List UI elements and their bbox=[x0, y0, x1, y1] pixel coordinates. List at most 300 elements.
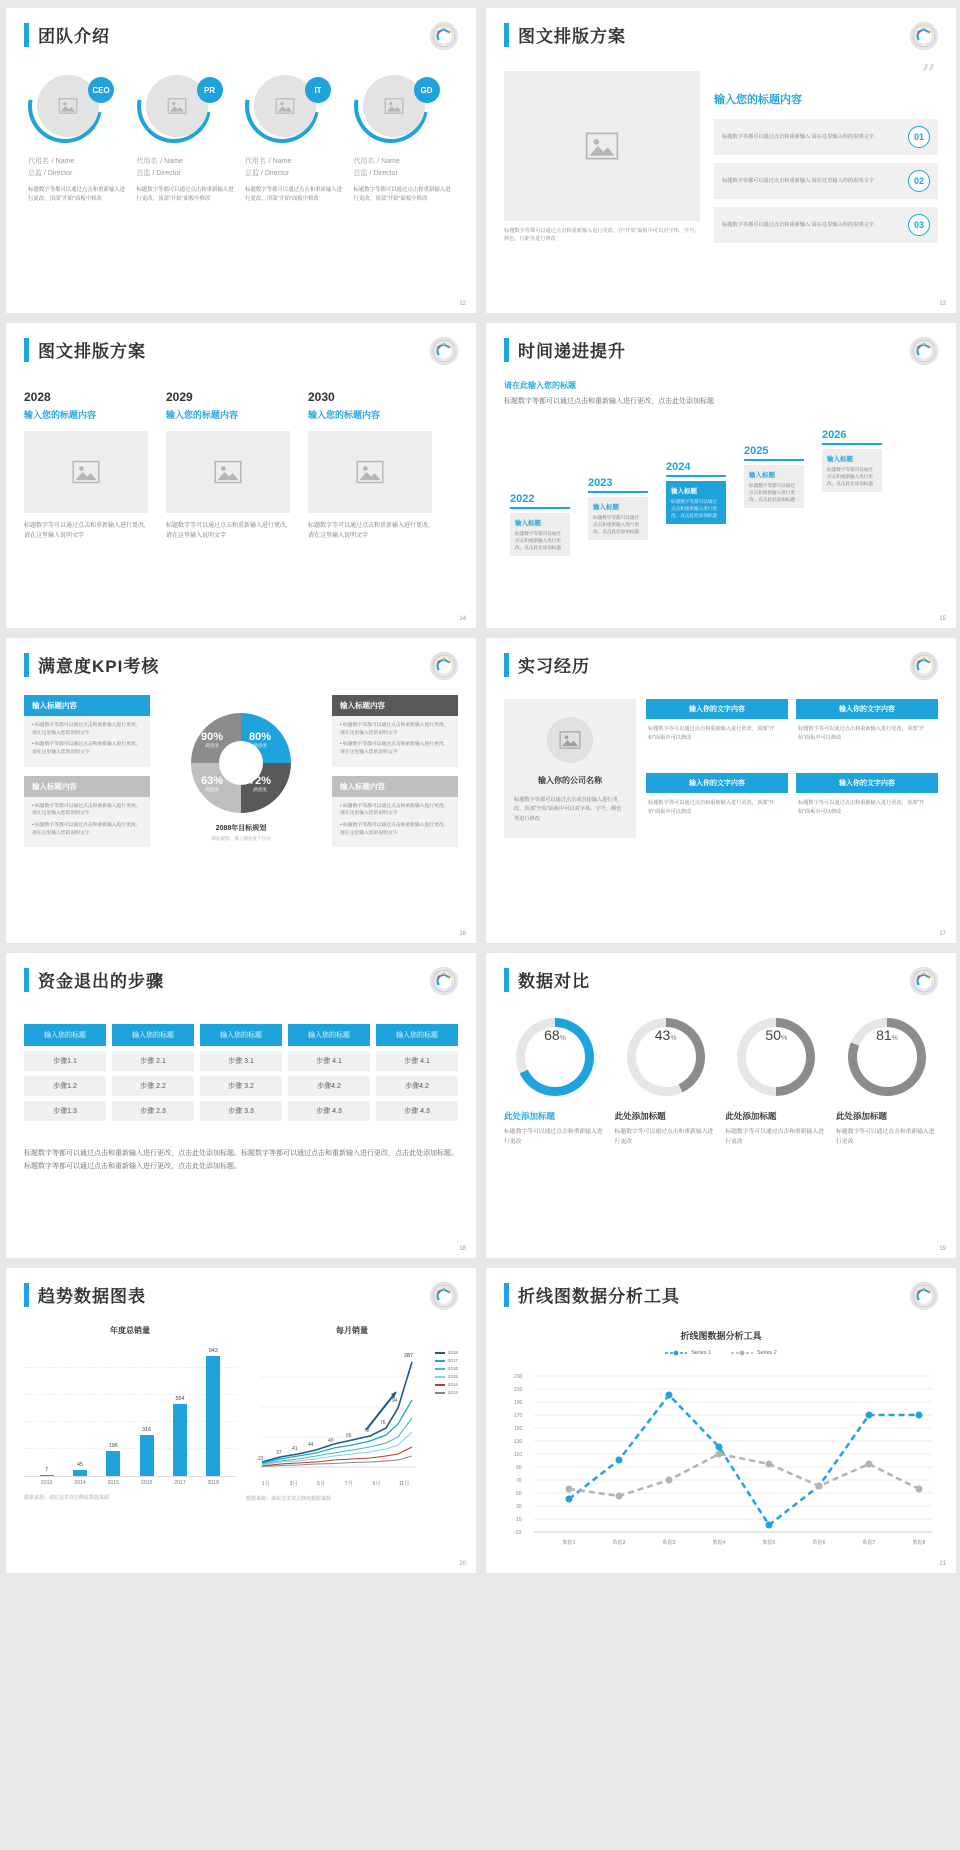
kpi-bullet: • 标题数字等都可以通过点击和重新输入进行更改, 请在这里输入您的说明文字 bbox=[32, 723, 138, 736]
team-member bbox=[137, 69, 238, 204]
ring-item bbox=[615, 1018, 717, 1148]
brand-logo-icon bbox=[910, 967, 938, 995]
year-column bbox=[308, 390, 432, 541]
brand-logo-icon bbox=[910, 1282, 938, 1310]
year-column-list bbox=[24, 390, 458, 541]
legend-swatch-series2 bbox=[731, 1350, 753, 1356]
slide-data-comparison bbox=[486, 953, 956, 1258]
donut-footer-sub: 部长规划：加工满意度个百分 bbox=[211, 836, 271, 841]
ring-title: 此处添加标题 bbox=[835, 1111, 887, 1121]
timeline-year: 2022 bbox=[510, 492, 535, 505]
title-accent-bar bbox=[24, 23, 29, 47]
timeline-card-title: 输入标题 bbox=[515, 519, 541, 527]
avatar bbox=[28, 69, 120, 143]
legend-entry bbox=[435, 1382, 458, 1387]
bar-value: 554 bbox=[175, 1396, 185, 1402]
team-member bbox=[28, 69, 129, 204]
legend-label-series1: Series 1 bbox=[691, 1350, 711, 1356]
ring-description: 标题数字等可以通过点击和重新输入进行更改 bbox=[614, 1129, 714, 1145]
chart-title: 每月销量 bbox=[336, 1326, 368, 1335]
brand-logo-icon bbox=[430, 22, 458, 50]
list-item-text: 标题数字等都可以通过点击和重新输入 请在这里输入你的说明文字 bbox=[722, 177, 874, 184]
title-accent-bar bbox=[504, 968, 509, 992]
bar-value: 196 bbox=[108, 1443, 118, 1449]
member-description: 标题数字等都可以通过点击和重新输入进行更改，顶部"开始"面板中修改 bbox=[28, 187, 126, 202]
image-placeholder bbox=[504, 71, 700, 221]
page-number: 20 bbox=[459, 1561, 466, 1567]
svg-text:94: 94 bbox=[392, 1398, 398, 1404]
slide-funding-exit-steps bbox=[6, 953, 476, 1258]
step-cell: 步骤 4.1 bbox=[376, 1051, 458, 1071]
avatar bbox=[245, 69, 337, 143]
line-plot-svg bbox=[246, 1342, 418, 1477]
lead-title: 请在此输入您的标题 bbox=[504, 381, 576, 390]
legend-entry bbox=[435, 1390, 458, 1395]
year-description: 标题数字等可以通过点击和重新输入进行更改,请在这里输入说明文字 bbox=[308, 523, 430, 540]
timeline-card bbox=[822, 449, 882, 492]
list-item-number: 01 bbox=[908, 126, 930, 148]
svg-text:190: 190 bbox=[514, 1400, 523, 1406]
year-subtitle: 输入您的标题内容 bbox=[308, 410, 381, 420]
slide-header bbox=[24, 337, 458, 362]
list-item bbox=[714, 207, 938, 243]
svg-text:数据3: 数据3 bbox=[662, 1540, 676, 1546]
slide-line-chart-tool bbox=[486, 1268, 956, 1573]
axis-tick: 7月 bbox=[344, 1481, 353, 1487]
chart-legend bbox=[504, 1350, 938, 1356]
slide-internship bbox=[486, 638, 956, 943]
legend-entry bbox=[435, 1374, 458, 1379]
kpi-left-column bbox=[24, 695, 150, 856]
timeline-card-desc: 标题数字等都可以通过点击和重新输入进行更改，点击此处添加标题 bbox=[749, 482, 795, 502]
slide-header bbox=[24, 22, 458, 47]
list-item-number: 02 bbox=[908, 170, 930, 192]
ring-description: 标题数字等可以通过点击和重新输入进行更改 bbox=[835, 1129, 935, 1145]
kpi-bullet: • 标题数字等都可以通过点击和重新输入进行更改, 请在这里输入您的说明文字 bbox=[340, 723, 446, 736]
svg-text:76: 76 bbox=[380, 1420, 386, 1426]
step-cell: 步骤 2.1 bbox=[112, 1051, 194, 1071]
ring-chart bbox=[627, 1018, 705, 1096]
ring-item bbox=[836, 1018, 938, 1148]
legend-label: 2017 bbox=[447, 1358, 458, 1363]
slide-header bbox=[504, 967, 938, 992]
member-title-cn: 总监 bbox=[28, 170, 42, 177]
timeline-card-title: 输入标题 bbox=[593, 503, 619, 511]
timeline-card bbox=[744, 465, 804, 508]
timeline-step bbox=[588, 477, 648, 540]
ring-chart bbox=[737, 1018, 815, 1096]
page-number: 17 bbox=[939, 931, 946, 937]
member-name-en: / Name bbox=[160, 158, 183, 165]
image-placeholder bbox=[24, 431, 148, 513]
experience-card bbox=[796, 699, 938, 765]
svg-text:数据5: 数据5 bbox=[762, 1540, 776, 1546]
member-title bbox=[354, 168, 455, 178]
member-title-en: / Director bbox=[43, 170, 73, 177]
donut-label: 满意度 bbox=[253, 743, 267, 748]
column-header: 输入您的标题 bbox=[24, 1024, 106, 1046]
timeline-card-desc: 标题数字等都可以通过点击和重新输入进行更改，点击此处添加标题 bbox=[593, 514, 639, 534]
member-name-en: / Name bbox=[268, 158, 292, 165]
step-cell: 步骤4.2 bbox=[376, 1076, 458, 1096]
timeline-bar bbox=[822, 443, 882, 445]
member-title bbox=[245, 168, 346, 178]
steps-column bbox=[24, 1024, 106, 1121]
experience-card-header: 输入你的文字内容 bbox=[796, 699, 938, 719]
year-description: 标题数字等可以通过点击和重新输入进行更改,请在这里输入说明文字 bbox=[24, 523, 146, 540]
image-caption: 标题数字等都可以通过点击和重新输入进行更改，在"开始"面板中可以对字体、字号、颜色、行距等进行修改 bbox=[504, 228, 700, 243]
company-description: 标题数字等都可以通过点击或直接输入进行更改，顶部"开始"面板中可以对字体、字号、颜色等进行修改 bbox=[514, 797, 622, 822]
legend-label: 2018 bbox=[447, 1350, 458, 1355]
timeline-bar bbox=[588, 491, 648, 493]
ring-title: 此处添加标题 bbox=[725, 1111, 777, 1121]
kpi-block-body bbox=[24, 797, 150, 848]
member-name-en: / Name bbox=[51, 158, 75, 165]
legend-entry bbox=[435, 1358, 458, 1363]
lead-text-block bbox=[504, 380, 938, 409]
list-item-number: 03 bbox=[908, 214, 930, 236]
slide-header bbox=[24, 1282, 458, 1307]
svg-text:数据2: 数据2 bbox=[612, 1540, 626, 1546]
experience-card bbox=[646, 699, 788, 765]
page-title: 时间递进提升 bbox=[518, 342, 626, 361]
timeline-card-desc: 标题数字等都可以通过点击和重新输入进行更改，点击此处添加标题 bbox=[827, 466, 873, 486]
bar bbox=[203, 1348, 223, 1476]
legend-label: 2014 bbox=[447, 1382, 458, 1387]
svg-text:10: 10 bbox=[516, 1517, 522, 1523]
title-accent-bar bbox=[24, 338, 29, 362]
bar-value: 316 bbox=[142, 1427, 152, 1433]
timeline-step-highlighted bbox=[666, 461, 726, 524]
internship-layout bbox=[504, 699, 938, 838]
step-cell: 步骤 2.3 bbox=[112, 1101, 194, 1121]
ring-value-number: 81 bbox=[876, 1027, 892, 1043]
image-placeholder bbox=[166, 431, 290, 513]
charts-row bbox=[24, 1325, 458, 1502]
svg-text:数据6: 数据6 bbox=[812, 1540, 826, 1546]
page-title: 数据对比 bbox=[518, 972, 590, 991]
experience-card-grid bbox=[646, 699, 938, 838]
step-cell: 步骤1.2 bbox=[24, 1076, 106, 1096]
svg-text:287: 287 bbox=[404, 1353, 414, 1359]
legend-label: 2015 bbox=[447, 1374, 458, 1379]
experience-card-body: 标题数字等可以通过点击和重新输入进行更改，顶部"开始"面板中可以修改 bbox=[798, 799, 925, 815]
year-column bbox=[166, 390, 290, 541]
kpi-block-header: 输入标题内容 bbox=[24, 776, 150, 797]
timeline-card-desc: 标题数字等都可以通过点击和重新输入进行更改，点击此处添加标题 bbox=[515, 530, 561, 550]
svg-text:44: 44 bbox=[308, 1442, 314, 1448]
slide-image-text-layout bbox=[486, 8, 956, 313]
bar-rect bbox=[106, 1451, 120, 1476]
slide-header bbox=[24, 652, 458, 677]
year-subtitle: 输入您的标题内容 bbox=[24, 410, 97, 420]
timeline-bar bbox=[666, 475, 726, 477]
donut-chart bbox=[191, 713, 291, 813]
chart-title: 折线图数据分析工具 bbox=[680, 1331, 762, 1341]
legend-label: 2013 bbox=[447, 1390, 458, 1395]
steps-column bbox=[288, 1024, 370, 1121]
kpi-block-header: 输入标题内容 bbox=[332, 695, 458, 716]
kpi-bullet: • 标题数字等都可以通过点击和重新输入进行更改, 请在这里输入您的说明文字 bbox=[340, 742, 446, 756]
year-subtitle: 输入您的标题内容 bbox=[166, 410, 239, 420]
svg-text:230: 230 bbox=[514, 1374, 523, 1380]
line-chart-svg bbox=[504, 1362, 938, 1552]
axis-tick: 2017 bbox=[174, 1480, 186, 1486]
timeline-card bbox=[666, 481, 726, 524]
year-column bbox=[24, 390, 148, 541]
ring-value-number: 43 bbox=[654, 1027, 671, 1043]
member-name-text: 代用名 bbox=[353, 158, 375, 165]
ring-chart bbox=[848, 1018, 926, 1096]
donut-value: 63% bbox=[201, 775, 224, 787]
line-chart bbox=[504, 1362, 938, 1557]
bar bbox=[37, 1467, 57, 1476]
role-badge: PR bbox=[197, 77, 223, 103]
experience-card-body: 标题数字等可以通过点击和重新输入进行更改，顶部"开始"面板中可以修改 bbox=[648, 799, 775, 815]
kpi-bullet: • 标题数字等都可以通过点击和重新输入进行更改, 请在这里输入您的说明文字 bbox=[32, 803, 138, 817]
donut-footer-title: 2088年目标规划 bbox=[215, 825, 267, 832]
svg-text:37: 37 bbox=[276, 1450, 282, 1456]
steps-column bbox=[200, 1024, 282, 1121]
kpi-bullet: • 标题数字等都可以通过点击和重新输入进行更改, 请在这里输入您的说明文字 bbox=[32, 823, 138, 836]
image-column bbox=[504, 71, 700, 251]
company-name: 输入你的公司名称 bbox=[538, 776, 602, 785]
timeline-step bbox=[822, 429, 882, 492]
donut-segment-label bbox=[201, 731, 223, 749]
slide-kpi-satisfaction bbox=[6, 638, 476, 943]
step-cell: 步骤 4.3 bbox=[376, 1101, 458, 1121]
team-member bbox=[354, 69, 455, 204]
bar-plot-area bbox=[24, 1342, 236, 1477]
donut-value: 72% bbox=[249, 775, 272, 787]
step-cell: 步骤4.2 bbox=[288, 1076, 370, 1096]
member-name-text: 代用名 bbox=[28, 158, 49, 165]
member-description: 标题数字等都可以通过点击和重新输入进行更改，顶部"开始"面板中修改 bbox=[136, 187, 234, 202]
ring-unit: % bbox=[780, 1035, 788, 1042]
donut-footer bbox=[211, 823, 271, 842]
svg-text:50: 50 bbox=[516, 1491, 522, 1497]
bar-axis-labels bbox=[24, 1477, 236, 1486]
axis-tick: 5月 bbox=[317, 1481, 326, 1487]
timeline-card bbox=[510, 513, 570, 556]
member-title-en: / Director bbox=[152, 170, 181, 177]
page-title: 图文排版方案 bbox=[38, 342, 146, 361]
ring-description: 标题数字等可以通过点击和重新输入进行更改 bbox=[725, 1129, 824, 1145]
member-name bbox=[354, 155, 455, 166]
line-axis-labels bbox=[246, 1477, 458, 1487]
steps-column bbox=[376, 1024, 458, 1121]
quote-icon: ” bbox=[920, 59, 936, 94]
bar-rect bbox=[173, 1404, 187, 1476]
title-accent-bar bbox=[24, 1283, 29, 1307]
member-title bbox=[137, 168, 238, 178]
step-cell: 步骤1.3 bbox=[24, 1101, 106, 1121]
page-number: 15 bbox=[939, 616, 946, 622]
image-placeholder bbox=[308, 431, 432, 513]
axis-tick: 2013 bbox=[40, 1480, 53, 1486]
donut-segment-label bbox=[249, 775, 271, 793]
kpi-right-column bbox=[332, 695, 458, 856]
kpi-block-body bbox=[332, 716, 458, 767]
text-column bbox=[714, 59, 938, 251]
title-accent-bar bbox=[504, 23, 509, 47]
timeline-card-desc: 标题数字等都可以通过点击和重新输入进行更改，点击此处添加标题 bbox=[671, 498, 717, 518]
svg-text:65: 65 bbox=[346, 1433, 352, 1439]
year-label: 2028 bbox=[24, 390, 51, 404]
page-title: 团队介绍 bbox=[38, 27, 110, 46]
column-header: 输入您的标题 bbox=[200, 1024, 282, 1046]
svg-text:130: 130 bbox=[514, 1439, 523, 1445]
brand-logo-icon bbox=[430, 652, 458, 680]
svg-text:90: 90 bbox=[516, 1465, 522, 1471]
svg-text:-10: -10 bbox=[514, 1530, 522, 1536]
slide-timeline-progression bbox=[486, 323, 956, 628]
brand-logo-icon bbox=[430, 337, 458, 365]
ring-title: 此处添加标题 bbox=[504, 1111, 556, 1121]
donut-label: 满意度 bbox=[253, 787, 267, 792]
svg-text:41: 41 bbox=[292, 1446, 298, 1452]
svg-text:110: 110 bbox=[514, 1452, 522, 1458]
content-body bbox=[504, 59, 938, 251]
column-header: 输入您的标题 bbox=[376, 1024, 458, 1046]
step-cell: 步骤 3.2 bbox=[200, 1076, 282, 1096]
member-name-en: / Name bbox=[377, 158, 400, 165]
brand-logo-icon bbox=[910, 652, 938, 680]
svg-text:数据1: 数据1 bbox=[562, 1540, 576, 1546]
slide-header bbox=[504, 652, 938, 677]
step-cell: 步骤 4.3 bbox=[288, 1101, 370, 1121]
experience-card-body: 标题数字等可以通过点击和重新输入进行更改，顶部"开始"面板中可以修改 bbox=[648, 726, 775, 742]
kpi-block-body bbox=[24, 716, 150, 767]
avatar bbox=[137, 69, 229, 143]
steps-column bbox=[112, 1024, 194, 1121]
svg-text:30: 30 bbox=[516, 1504, 522, 1510]
member-title-cn: 总监 bbox=[245, 170, 259, 177]
chart-source: 数据来源：请在这里双击修改数据来源 bbox=[246, 1496, 332, 1502]
kpi-donut-column bbox=[156, 695, 326, 856]
bar-rect bbox=[140, 1435, 154, 1476]
ring-hole bbox=[746, 1027, 806, 1087]
page-title: 折线图数据分析工具 bbox=[518, 1287, 680, 1306]
member-title-en: / Director bbox=[369, 170, 398, 177]
column-header: 输入您的标题 bbox=[112, 1024, 194, 1046]
member-title bbox=[28, 168, 129, 178]
timeline-step bbox=[744, 445, 804, 508]
bar-chart bbox=[24, 1325, 236, 1502]
donut-segment-label bbox=[201, 775, 223, 793]
brand-logo-icon bbox=[910, 22, 938, 50]
list-item bbox=[714, 163, 938, 199]
timeline-bar bbox=[744, 459, 804, 461]
bar-rect bbox=[206, 1356, 220, 1476]
title-accent-bar bbox=[504, 1283, 509, 1307]
member-description: 标题数字等都可以通过点击和重新输入进行更改，顶部"开始"面板中修改 bbox=[245, 187, 343, 202]
ring-value-number: 50 bbox=[765, 1027, 781, 1043]
ring-unit: % bbox=[670, 1035, 677, 1042]
slide-trend-charts bbox=[6, 1268, 476, 1573]
member-name-text: 代用名 bbox=[136, 158, 158, 165]
title-accent-bar bbox=[24, 653, 29, 677]
bar bbox=[103, 1443, 123, 1476]
ring-chart bbox=[516, 1018, 594, 1096]
legend-entry bbox=[731, 1350, 777, 1356]
step-cell: 步骤 4.1 bbox=[288, 1051, 370, 1071]
kpi-block-header: 输入标题内容 bbox=[332, 776, 458, 797]
year-label: 2030 bbox=[308, 390, 335, 404]
bar-value: 7 bbox=[45, 1467, 49, 1473]
steps-table bbox=[24, 1024, 458, 1121]
title-accent-bar bbox=[24, 968, 29, 992]
timeline-year: 2025 bbox=[744, 444, 769, 457]
svg-text:数据7: 数据7 bbox=[862, 1540, 876, 1546]
member-title-cn: 总监 bbox=[136, 170, 151, 177]
timeline-year: 2023 bbox=[588, 476, 613, 489]
year-label: 2029 bbox=[166, 390, 193, 404]
experience-card-header: 输入你的文字内容 bbox=[646, 699, 788, 719]
member-name bbox=[137, 155, 238, 166]
step-cell: 步骤 3.1 bbox=[200, 1051, 282, 1071]
svg-text:210: 210 bbox=[514, 1387, 523, 1393]
svg-text:170: 170 bbox=[514, 1413, 523, 1419]
avatar bbox=[354, 69, 446, 143]
bar bbox=[137, 1427, 157, 1476]
page-number: 19 bbox=[939, 1246, 946, 1252]
company-panel bbox=[504, 699, 636, 838]
member-title-en: / Director bbox=[260, 170, 290, 177]
legend-entry bbox=[665, 1350, 711, 1356]
kpi-block-body bbox=[332, 797, 458, 848]
ring-description: 标题数字等可以通过点击和重新输入进行更改 bbox=[504, 1129, 603, 1145]
slide-header bbox=[504, 1282, 938, 1307]
donut-label: 满意度 bbox=[205, 743, 219, 748]
list-item bbox=[714, 119, 938, 155]
ring-title: 此处添加标题 bbox=[614, 1111, 666, 1121]
role-badge: CEO bbox=[88, 77, 114, 103]
slide-header bbox=[504, 22, 938, 47]
experience-card-body: 标题数字等可以通过点击和重新输入进行更改，顶部"开始"面板中可以修改 bbox=[798, 726, 925, 742]
timeline-card bbox=[588, 497, 648, 540]
ring-unit: % bbox=[559, 1035, 566, 1042]
title-accent-bar bbox=[504, 653, 509, 677]
axis-tick: 2016 bbox=[140, 1480, 153, 1486]
member-description: 标题数字等都可以通过点击和重新输入进行更改，顶部"开始"面板中修改 bbox=[353, 187, 451, 202]
svg-text:49: 49 bbox=[328, 1438, 334, 1444]
member-name bbox=[28, 155, 129, 166]
bar-value: 45 bbox=[76, 1462, 83, 1468]
line-chart bbox=[246, 1325, 458, 1502]
page-number: 18 bbox=[459, 1246, 466, 1252]
role-badge: IT bbox=[305, 77, 331, 103]
kpi-bullet: • 标题数字等都可以通过点击和重新输入进行更改, 请在这里输入您的说明文字 bbox=[32, 742, 138, 756]
brand-logo-icon bbox=[430, 1282, 458, 1310]
kpi-layout bbox=[24, 695, 458, 856]
lead-description: 标题数字等都可以通过点击和重新输入进行更改，点击此处添加标题 bbox=[504, 398, 714, 405]
ring-item bbox=[504, 1018, 606, 1148]
chart-legend bbox=[435, 1350, 458, 1398]
svg-text:70: 70 bbox=[516, 1478, 522, 1484]
list-item-text: 标题数字等都可以通过点击和重新输入 请在这里输入你的说明文字 bbox=[722, 221, 874, 228]
step-cell: 步骤1.1 bbox=[24, 1051, 106, 1071]
svg-text:72: 72 bbox=[364, 1428, 370, 1434]
member-name-text: 代用名 bbox=[245, 158, 266, 165]
step-cell: 步骤 2.2 bbox=[112, 1076, 194, 1096]
axis-tick: 2018 bbox=[207, 1480, 220, 1486]
page-title: 图文排版方案 bbox=[518, 27, 626, 46]
svg-text:150: 150 bbox=[514, 1426, 523, 1432]
axis-tick: 9月 bbox=[372, 1481, 381, 1487]
kpi-bullet: • 标题数字等都可以通过点击和重新输入进行更改, 请在这里输入您的说明文字 bbox=[340, 823, 446, 836]
ring-unit: % bbox=[891, 1035, 898, 1042]
